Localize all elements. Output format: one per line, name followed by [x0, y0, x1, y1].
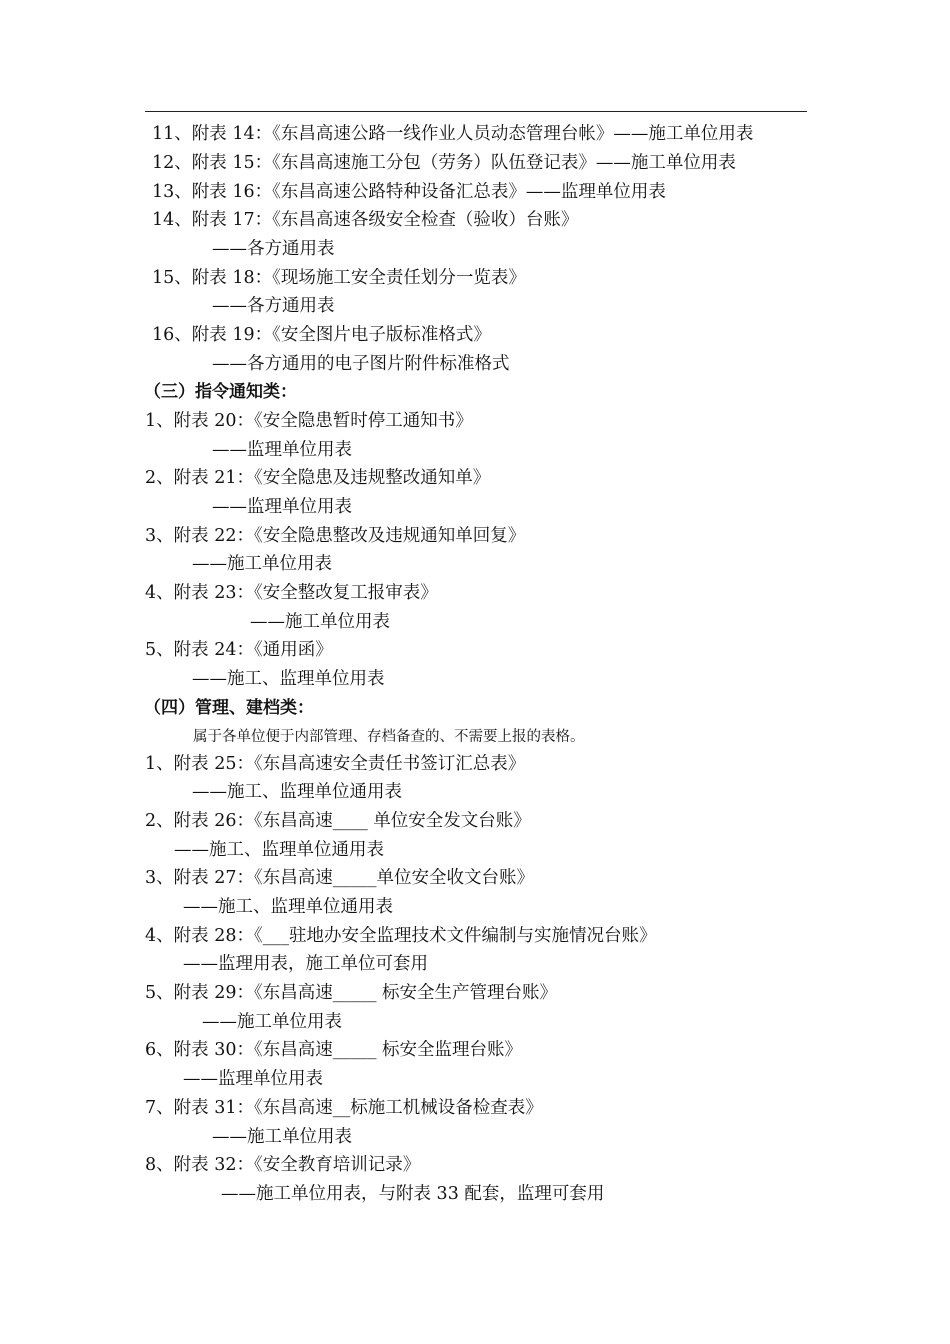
header-rule [145, 111, 807, 112]
list-item: 3、附表 27：《东昌高速_____单位安全收文台账》 [145, 868, 534, 888]
list-item-usage: ——施工单位用表 [250, 612, 390, 632]
list-item-usage: ——施工、监理单位通用表 [174, 840, 384, 860]
list-item: 12、附表 15：《东昌高速施工分包（劳务）队伍登记表》——施工单位用表 [152, 153, 736, 173]
section-heading: （三）指令通知类： [144, 382, 297, 402]
list-item: 14、附表 17：《东昌高速各级安全检查（验收）台账》 [152, 210, 579, 230]
list-item-usage: ——施工单位用表 [212, 1127, 352, 1147]
list-item: 7、附表 31：《东昌高速__标施工机械设备检查表》 [145, 1098, 543, 1118]
list-item-usage: ——施工单位用表 [192, 554, 332, 574]
list-item: 2、附表 21：《安全隐患及违规整改通知单》 [145, 468, 491, 488]
list-item: 1、附表 25：《东昌高速安全责任书签订汇总表》 [145, 754, 526, 774]
list-item: 5、附表 29：《东昌高速_____ 标安全生产管理台账》 [145, 983, 558, 1003]
list-item-usage: ——监理单位用表 [183, 1069, 323, 1089]
list-item-usage: ——各方通用的电子图片附件标准格式 [212, 354, 510, 374]
list-item: 3、附表 22：《安全隐患整改及违规通知单回复》 [145, 526, 526, 546]
list-item-usage: ——监理单位用表 [212, 497, 352, 517]
list-item: 1、附表 20：《安全隐患暂时停工通知书》 [145, 411, 473, 431]
list-item-usage: ——监理用表，施工单位可套用 [183, 954, 428, 974]
list-item-usage: ——施工、监理单位通用表 [183, 897, 393, 917]
section-note: 属于各单位便于内部管理、存档备查的、不需要上报的表格。 [193, 729, 585, 745]
list-item: 6、附表 30：《东昌高速_____ 标安全监理台账》 [145, 1040, 523, 1060]
list-item-usage: ——施工、监理单位通用表 [192, 782, 402, 802]
list-item: 11、附表 14：《东昌高速公路一线作业人员动态管理台帐》——施工单位用表 [152, 124, 754, 144]
list-item-usage: ——各方通用表 [212, 239, 335, 259]
list-item: 13、附表 16：《东昌高速公路特种设备汇总表》——监理单位用表 [152, 182, 666, 202]
list-item-usage: ——监理单位用表 [212, 440, 352, 460]
list-item-usage: ——各方通用表 [212, 296, 335, 316]
list-item: 15、附表 18：《现场施工安全责任划分一览表》 [152, 268, 526, 288]
list-item: 8、附表 32：《安全教育培训记录》 [145, 1155, 421, 1175]
section-heading: （四）管理、建档类： [144, 698, 314, 718]
list-item-usage: ——施工单位用表 [202, 1012, 342, 1032]
list-item: 5、附表 24：《通用函》 [145, 640, 333, 660]
list-item: 16、附表 19：《安全图片电子版标准格式》 [152, 325, 491, 345]
list-item: 2、附表 26：《东昌高速____ 单位安全发文台账》 [145, 811, 531, 831]
list-item: 4、附表 28：《___驻地办安全监理技术文件编制与实施情况台账》 [145, 926, 657, 946]
list-item-usage: ——施工单位用表，与附表 33 配套，监理可套用 [221, 1184, 605, 1204]
list-item-usage: ——施工、监理单位用表 [192, 669, 385, 689]
list-item: 4、附表 23：《安全整改复工报审表》 [145, 583, 438, 603]
